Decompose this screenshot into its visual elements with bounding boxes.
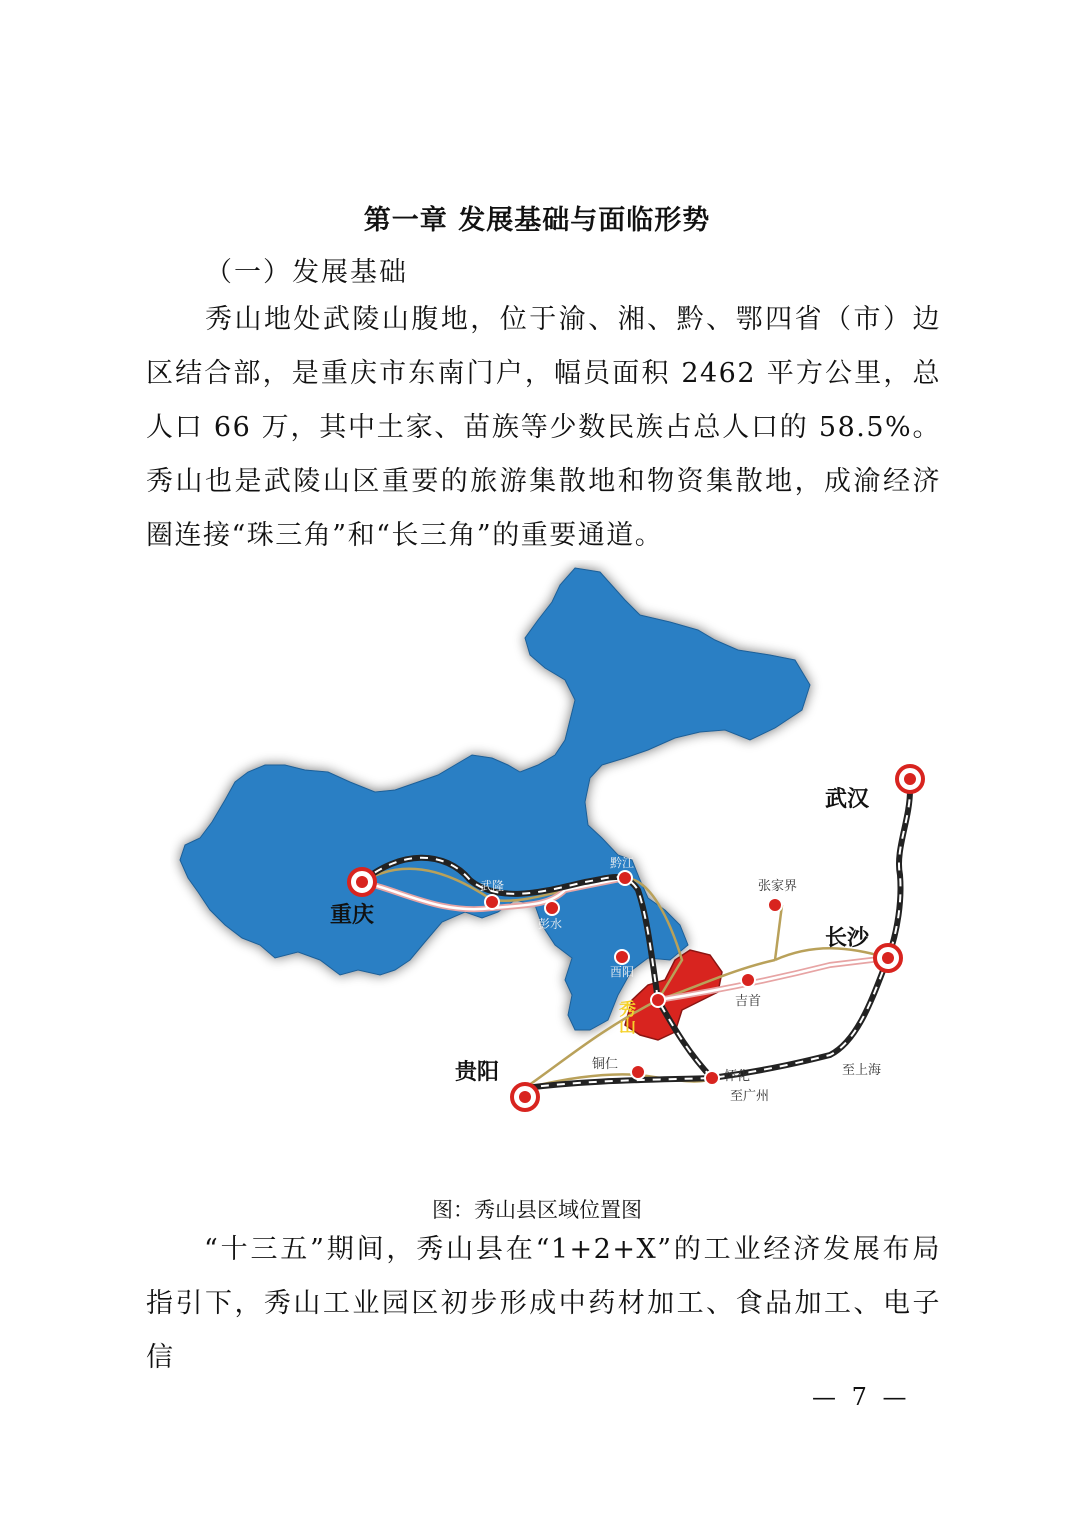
town-marker-youyang bbox=[615, 950, 629, 964]
label-jishou: 吉首 bbox=[735, 994, 762, 1009]
town-marker-pengshui bbox=[545, 901, 559, 915]
region-location-map bbox=[170, 560, 930, 1120]
paragraph-intro-text: 秀山地处武陵山腹地，位于渝、湘、黔、鄂四省（市）边区结合部，是重庆市东南门户，幅员面积 2462 平方公里，总人口 66 万，其中土家、苗族等少数民族占总人口的 58.5%。秀山也是武陵山区重要的旅游集散地和物资集散地，成渝经济圈连接“珠三角”和“长三角”的重要通道。 bbox=[146, 304, 941, 551]
label-huaihua: 怀化 bbox=[724, 1069, 751, 1084]
town-marker-qianjiang bbox=[618, 871, 632, 885]
label-tongren: 铜仁 bbox=[592, 1057, 619, 1072]
figure-caption: 图：秀山县区域位置图 bbox=[432, 1198, 642, 1222]
city-marker-wuhan bbox=[897, 766, 923, 792]
chapter-title: 第一章 发展基础与面临形势 bbox=[363, 205, 711, 236]
city-marker-chongqing bbox=[349, 869, 375, 895]
town-marker-wulong bbox=[485, 895, 499, 909]
label-chongqing: 重庆 bbox=[330, 903, 375, 928]
label-guiyang: 贵阳 bbox=[455, 1060, 500, 1085]
label-pengshui: 彭水 bbox=[538, 917, 563, 931]
label-to-shanghai: 至上海 bbox=[842, 1063, 882, 1078]
label-to-guangzhou: 至广州 bbox=[730, 1089, 770, 1104]
city-marker-changsha bbox=[875, 945, 901, 971]
city-marker-guiyang bbox=[512, 1084, 538, 1110]
label-xiushan: 秀山 bbox=[615, 1000, 635, 1034]
paragraph-thirteenth-five-year bbox=[146, 1223, 941, 1385]
town-marker-tongren bbox=[631, 1065, 645, 1079]
town-marker-zhangjiajie bbox=[768, 898, 782, 912]
page-number: — 7 — bbox=[812, 1383, 911, 1411]
label-youyang: 酉阳 bbox=[610, 965, 635, 979]
town-marker-huaihua bbox=[705, 1071, 719, 1085]
label-qianjiang: 黔江 bbox=[610, 856, 635, 870]
paragraph-thirteenth-five-year-text: “十三五”期间，秀山县在“1+2+X”的工业经济发展布局指引下，秀山工业园区初步形成中药材加工、食品加工、电子信 bbox=[146, 1234, 941, 1373]
section-title: （一）发展基础 bbox=[205, 257, 408, 288]
town-marker-xiushan bbox=[651, 993, 665, 1007]
chongqing-region-shape bbox=[180, 568, 810, 1030]
paragraph-intro bbox=[146, 293, 941, 563]
town-marker-jishou bbox=[741, 973, 755, 987]
label-wuhan: 武汉 bbox=[825, 787, 870, 812]
label-wulong: 武隆 bbox=[480, 879, 505, 893]
label-changsha: 长沙 bbox=[825, 926, 870, 951]
label-zhangjiajie: 张家界 bbox=[758, 879, 798, 894]
